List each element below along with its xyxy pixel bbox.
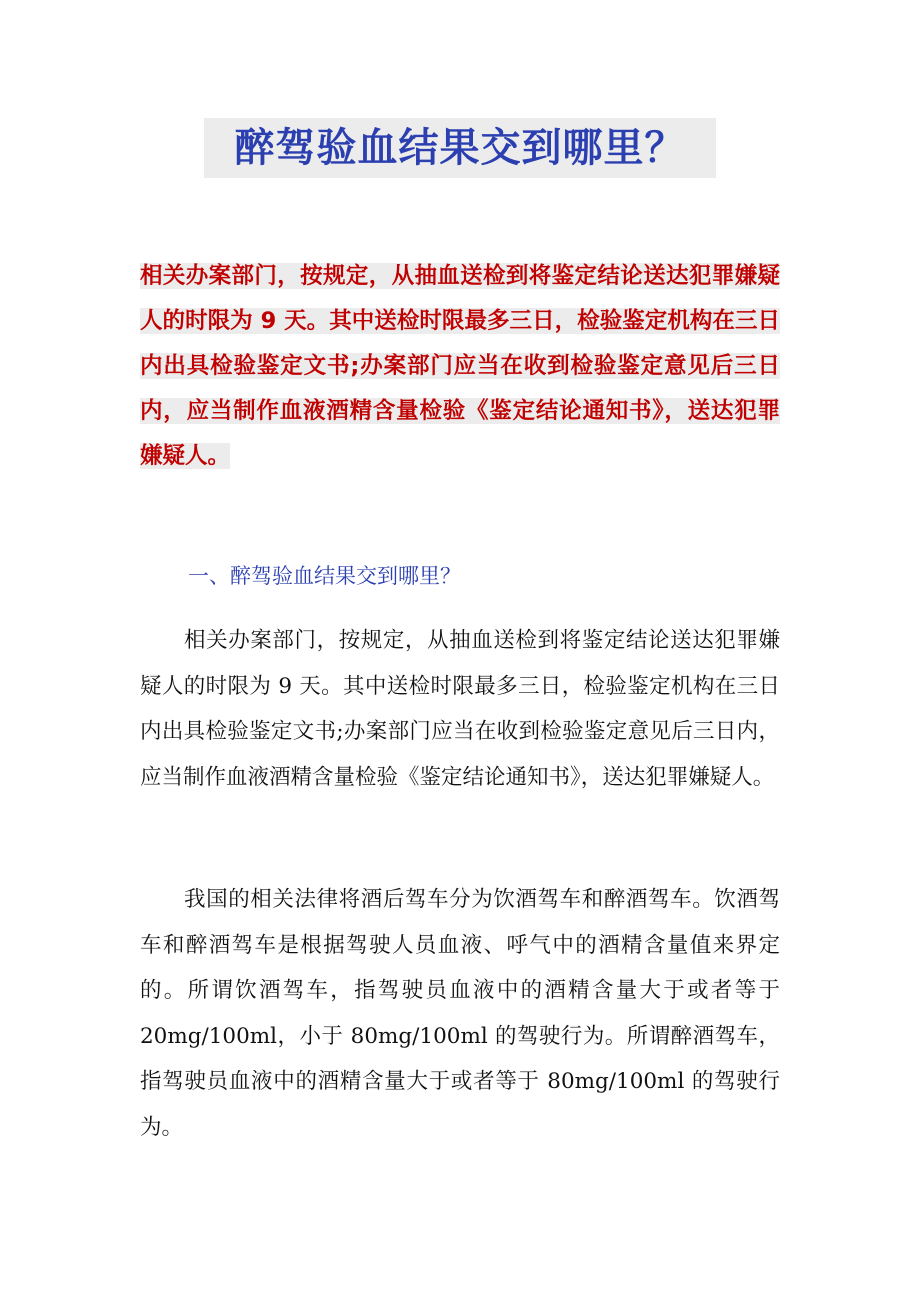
section-heading: 一、醉驾验血结果交到哪里？ [188, 564, 461, 588]
document-title: 醉驾验血结果交到哪里？ [204, 118, 716, 178]
summary-paragraph [140, 254, 780, 479]
summary-text: 相关办案部门，按规定，从抽血送检到将鉴定结论送达犯罪嫌疑人的时限为 9 天。其中送检时限最多三日，检验鉴定机构在三日内出具检验鉴定文书;办案部门应当在收到检验鉴定意见后三日内，应当制作血液酒精含量检验《鉴定结论通知书》，送达犯罪嫌疑人。 [140, 263, 780, 469]
body-paragraph-1: 相关办案部门，按规定，从抽血送检到将鉴定结论送达犯罪嫌疑人的时限为 9 天。其中送检时限最多三日，检验鉴定机构在三日内出具检验鉴定文书;办案部门应当在收到检验鉴定意见后三日内，应当制作血液酒精含量检验《鉴定结论通知书》，送达犯罪嫌疑人。 [140, 628, 780, 790]
body-paragraph-2: 我国的相关法律将酒后驾车分为饮酒驾车和醉酒驾车。饮酒驾车和醉酒驾车是根据驾驶人员血液、呼气中的酒精含量值来界定的。所谓饮酒驾车，指驾驶员血液中的酒精含量大于或者等于 20mg/100ml，小于 80mg/100ml 的驾驶行为。所谓醉酒驾车，指驾驶员血液中的酒精含量大于或者等于 80mg/100ml 的驾驶行为。 [140, 887, 780, 1140]
